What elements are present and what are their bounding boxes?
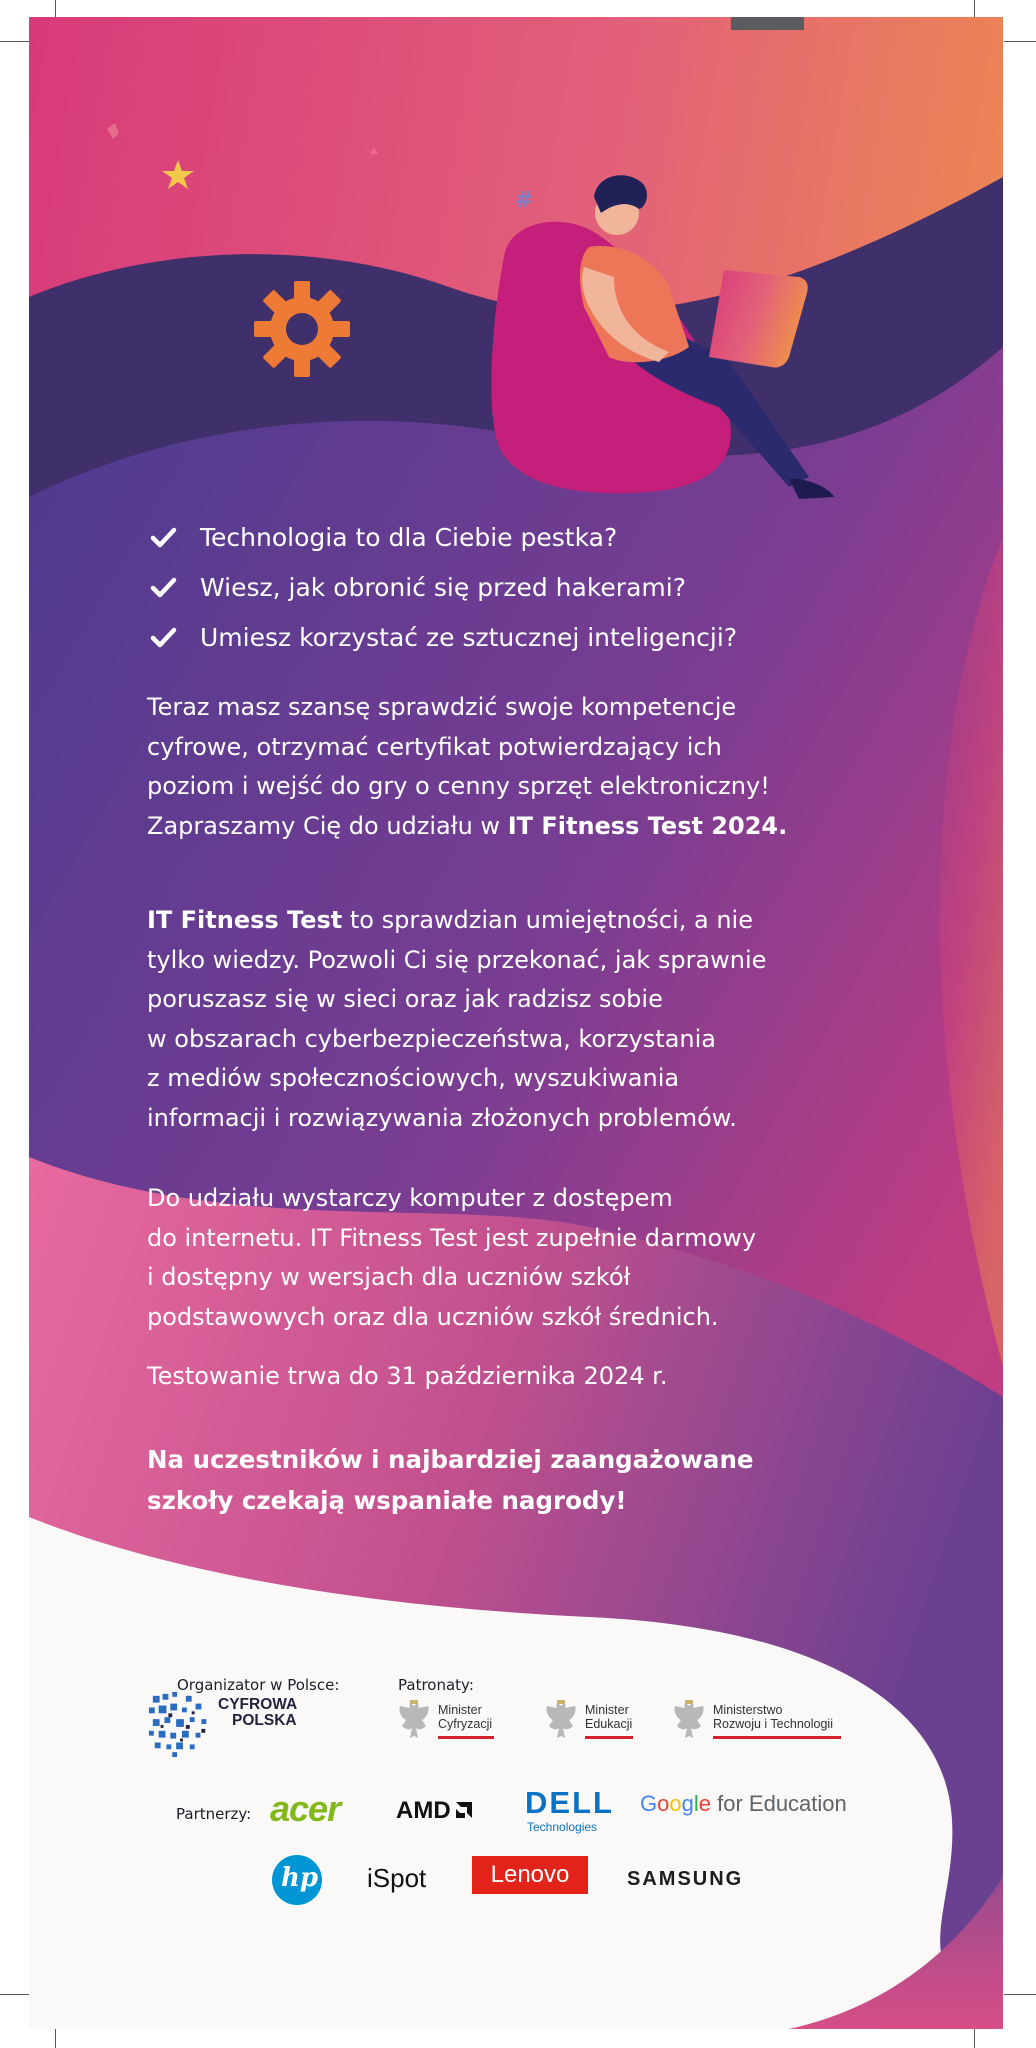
text-line: Teraz masz szansę sprawdzić swoje kompetencje bbox=[147, 693, 737, 721]
text-line: Testowanie trwa do 31 października 2024 r. bbox=[147, 1362, 668, 1390]
checkmark-icon bbox=[148, 572, 178, 602]
organizer-label: Organizator w Polsce: bbox=[177, 1676, 340, 1694]
deadline-paragraph bbox=[147, 1357, 907, 1397]
google-letter: l bbox=[693, 1791, 699, 1816]
patron-line: Minister bbox=[585, 1703, 629, 1717]
prizes-paragraph bbox=[147, 1439, 907, 1521]
patron-red-underline bbox=[585, 1736, 633, 1739]
for-education-text: for Education bbox=[711, 1791, 847, 1816]
cyfrowa-polska-logo-text bbox=[218, 1697, 297, 1729]
intro-paragraph bbox=[147, 688, 907, 846]
patron-line: Edukacji bbox=[585, 1717, 633, 1731]
requirements-paragraph bbox=[147, 1179, 907, 1337]
text-line: poruszasz się w sieci oraz jak radzisz sobie bbox=[147, 985, 663, 1013]
ispot-logo: iSpot bbox=[367, 1863, 427, 1893]
text-line: w obszarach cyberbezpieczeństwa, korzystania bbox=[147, 1024, 717, 1053]
patron-text bbox=[585, 1703, 632, 1731]
text-line: tylko wiedzy. Pozwoli Ci się przekonać, jak sprawnie bbox=[147, 945, 767, 974]
patrons-label: Patronaty: bbox=[398, 1676, 474, 1694]
text-line: do internetu. IT Fitness Test jest zupełnie darmowy bbox=[147, 1223, 757, 1252]
amd-logo-text: AMD bbox=[396, 1797, 451, 1824]
checkmark-icon bbox=[148, 622, 178, 652]
text-line: podstawowych oraz dla uczniów szkół średnich. bbox=[147, 1302, 719, 1331]
patron-red-underline bbox=[713, 1736, 841, 1739]
text-line: z mediów społecznościowych, wyszukiwania bbox=[147, 1064, 680, 1092]
eagle-emblem-icon bbox=[396, 1700, 432, 1742]
text-line: i dostępny w wersjach dla uczniów szkół bbox=[147, 1263, 631, 1291]
svg-text:#: # bbox=[515, 188, 534, 213]
google-letter: o bbox=[657, 1791, 670, 1816]
google-letter: G bbox=[640, 1791, 658, 1816]
text-span: Zapraszamy Cię do udziału w bbox=[147, 811, 508, 840]
checklist-item bbox=[148, 512, 908, 562]
patron-text bbox=[713, 1703, 833, 1731]
text-line bbox=[147, 901, 907, 941]
samsung-logo: SAMSUNG bbox=[627, 1868, 744, 1890]
crop-mark bbox=[0, 41, 32, 42]
amd-logo bbox=[396, 1797, 474, 1825]
hp-logo-text: hp bbox=[281, 1863, 319, 1893]
patron-line: Cyfryzacji bbox=[438, 1717, 493, 1731]
cyfrowa-polska-logo-mark bbox=[147, 1690, 215, 1758]
gear-icon bbox=[254, 281, 350, 377]
checkmark-icon bbox=[148, 522, 178, 552]
description-paragraph bbox=[147, 901, 907, 1138]
event-name: IT Fitness Test 2024. bbox=[507, 811, 788, 840]
patron-line: Ministerstwo bbox=[713, 1703, 783, 1717]
google-letter: e bbox=[698, 1791, 712, 1816]
logo-text-line: POLSKA bbox=[232, 1712, 297, 1729]
partners-label: Partnerzy: bbox=[176, 1805, 252, 1823]
lenovo-logo: Lenovo bbox=[472, 1856, 588, 1894]
hp-logo bbox=[272, 1855, 322, 1905]
checklist-text: Wiesz, jak obronić się przed hakerami? bbox=[200, 572, 686, 602]
patron-line: Rozwoju i Technologii bbox=[713, 1717, 833, 1731]
acer-logo: acer bbox=[270, 1788, 341, 1829]
crop-mark bbox=[1004, 41, 1036, 42]
text-line: cyfrowe, otrzymać certyfikat potwierdzający ich bbox=[147, 732, 722, 761]
dell-logo: DELL bbox=[525, 1785, 614, 1820]
google-letter: g bbox=[681, 1791, 694, 1816]
patron-text bbox=[438, 1703, 492, 1731]
text-line: szkoły czekają wspaniałe nagrody! bbox=[147, 1486, 627, 1515]
checklist-text: Umiesz korzystać ze sztucznej inteligencji? bbox=[200, 622, 738, 652]
eagle-emblem-icon bbox=[671, 1700, 707, 1742]
eagle-emblem-icon bbox=[543, 1700, 579, 1742]
text-line: poziom i wejść do gry o cenny sprzęt elektroniczny! bbox=[147, 772, 770, 800]
text-line bbox=[147, 807, 907, 847]
text-line: informacji i rozwiązywania złożonych problemów. bbox=[147, 1103, 737, 1132]
logo-text-line: CYFROWA bbox=[218, 1696, 298, 1713]
patron-line: Minister bbox=[438, 1703, 482, 1717]
text-span: to sprawdzian umiejętności, a nie bbox=[342, 906, 753, 934]
text-line: Do udziału wystarczy komputer z dostępem bbox=[147, 1184, 673, 1212]
crop-mark bbox=[1004, 1994, 1036, 1995]
amd-arrow-icon bbox=[454, 1800, 474, 1820]
printer-tab bbox=[731, 17, 804, 30]
patron-red-underline bbox=[438, 1736, 494, 1739]
text-line: Na uczestników i najbardziej zaangażowane bbox=[147, 1445, 754, 1474]
event-name: IT Fitness Test bbox=[147, 906, 343, 934]
checklist bbox=[148, 512, 908, 662]
google-for-education-logo bbox=[640, 1791, 847, 1817]
checklist-text: Technologia to dla Ciebie pestka? bbox=[200, 522, 618, 552]
checklist-item bbox=[148, 562, 908, 612]
dell-technologies-text: Technologies bbox=[527, 1820, 598, 1834]
checklist-item bbox=[148, 612, 908, 662]
crop-mark bbox=[0, 1994, 32, 1995]
google-letter: o bbox=[669, 1791, 682, 1816]
